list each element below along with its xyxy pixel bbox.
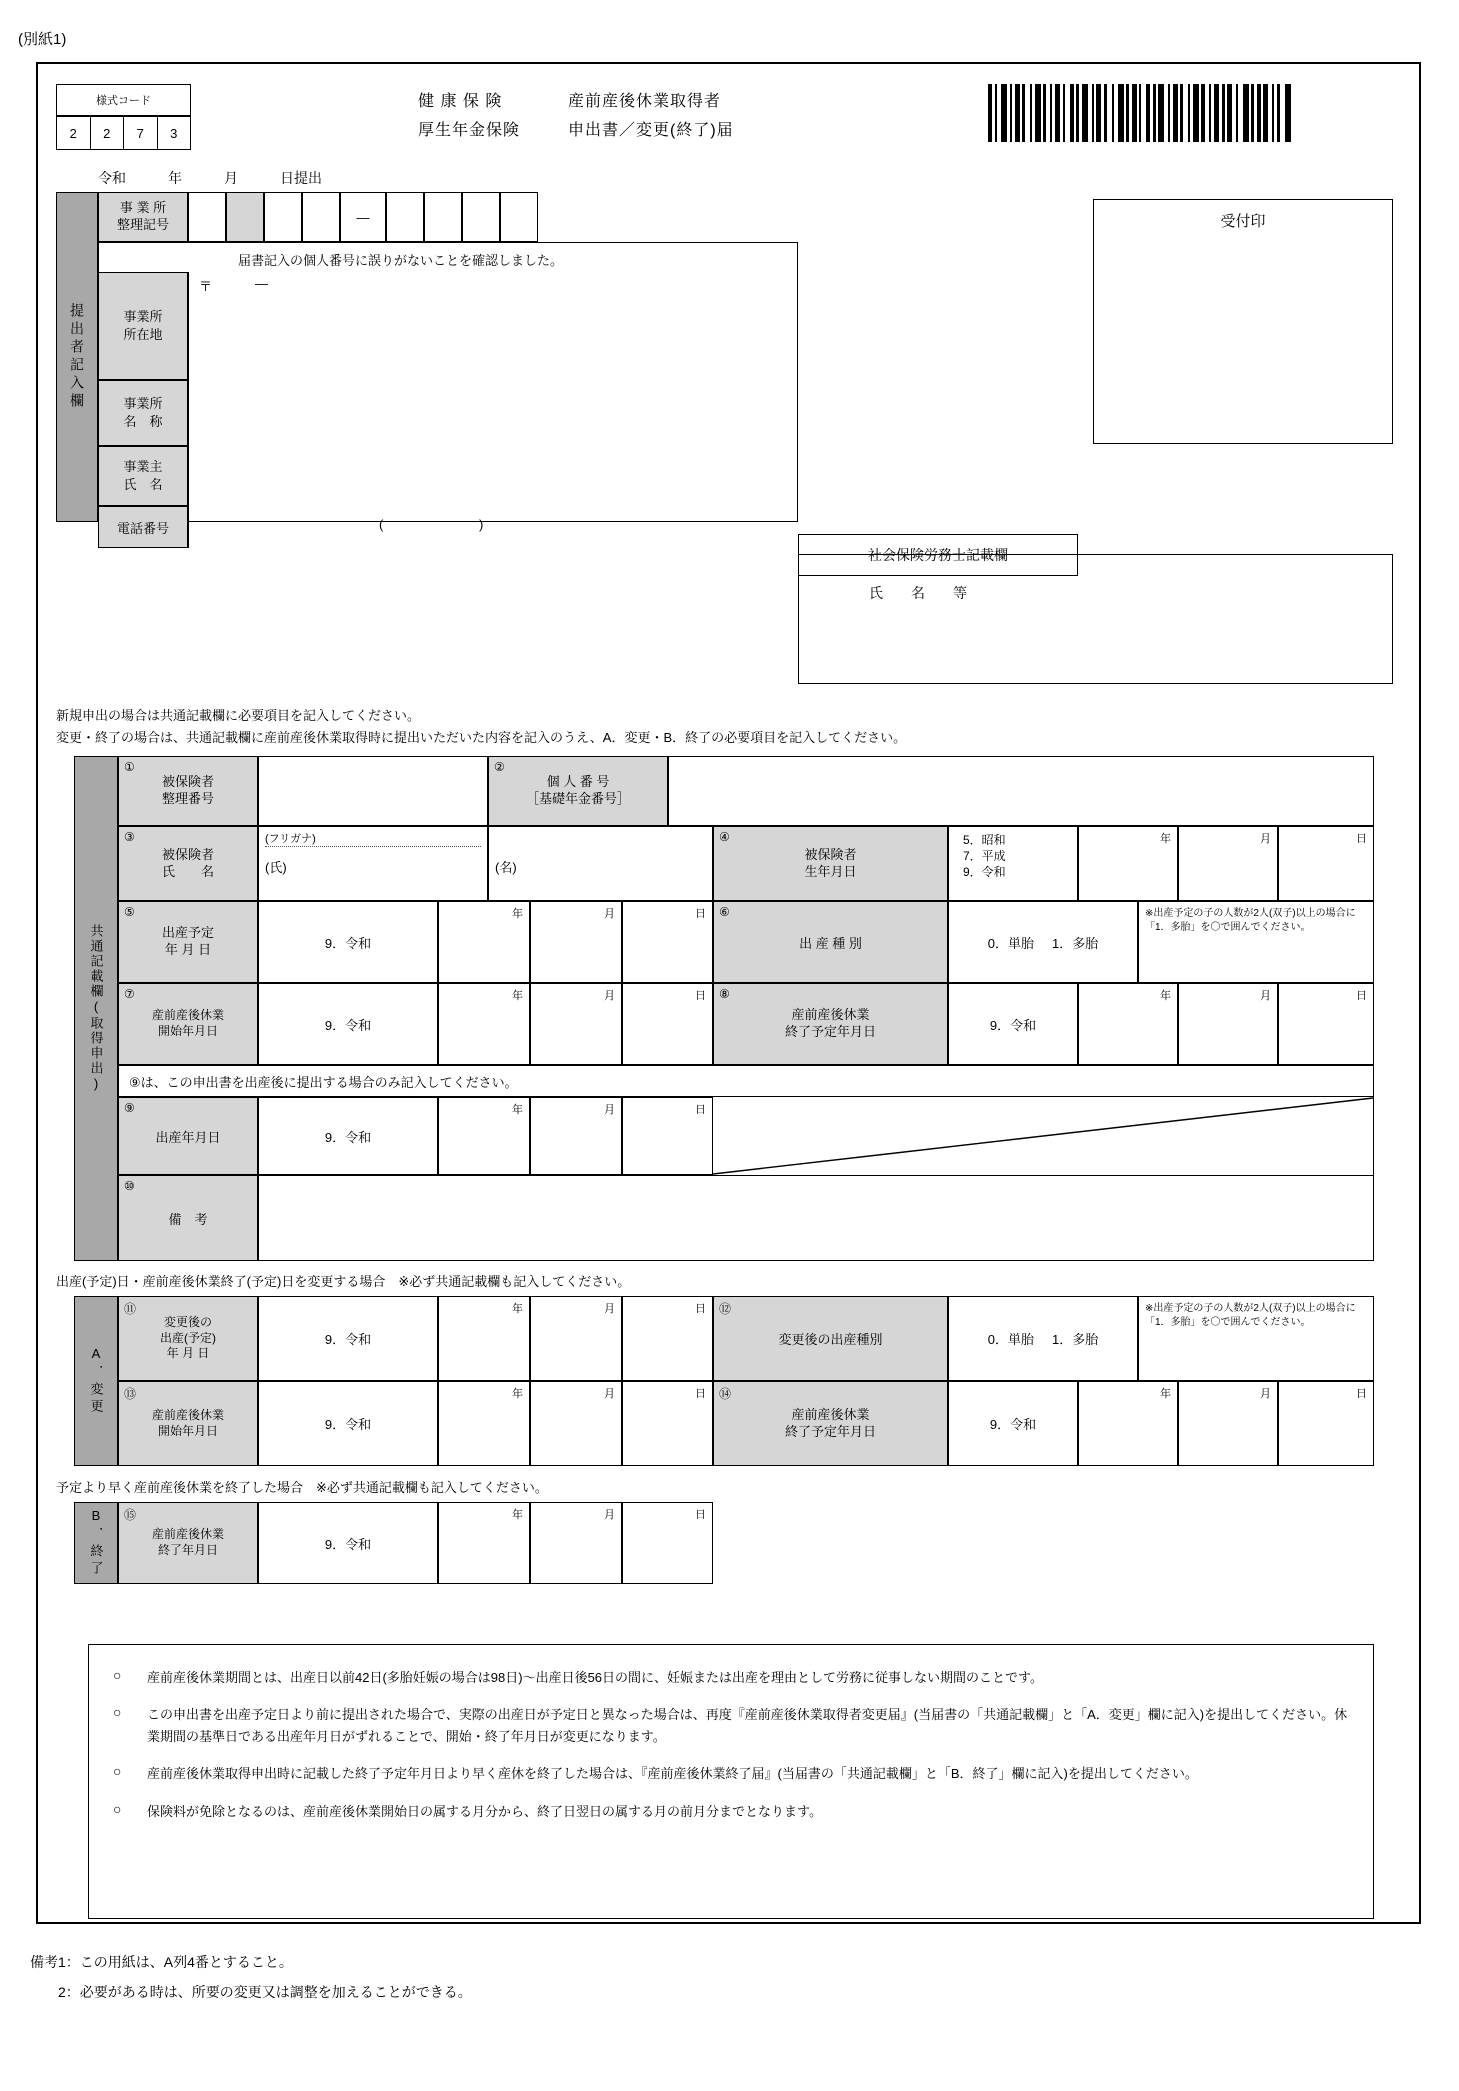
office-name-field[interactable]: [188, 380, 798, 446]
changed-due-day-cell[interactable]: [622, 1296, 713, 1381]
field-num-10: ⑩: [124, 1179, 135, 1193]
office-name-label-l2: 名 称: [123, 414, 163, 429]
submit-date-label: 令和 年 月 日提出: [98, 170, 322, 186]
insured-number-label-l2: 整理番号: [161, 791, 214, 806]
form-code-digit-4: 3: [158, 116, 192, 150]
due-date-label: [118, 901, 258, 983]
office-symbol-field-1[interactable]: [188, 192, 226, 242]
form-code-digit-1: 2: [56, 116, 91, 150]
birth-type-multiple[interactable]: 1．多胎: [1052, 935, 1099, 951]
due-date-month-cell[interactable]: [530, 901, 622, 983]
note9-row: [118, 1065, 1374, 1097]
tel-paren-open: (: [379, 517, 384, 532]
form-code-digit-3: 7: [124, 116, 158, 150]
tel-label-text: 電話番号: [116, 520, 169, 536]
a-leave-end-month-unit: 月: [1260, 1388, 1271, 1400]
form-code-title: [56, 84, 191, 116]
a-leave-start-label: [118, 1381, 258, 1466]
office-address-field[interactable]: [188, 272, 798, 380]
confirm-text: 届書記入の個人番号に誤りがないことを確認しました。: [238, 252, 564, 268]
note9-text: ⑨は、この申出書を出産後に提出する場合のみ記入してください。: [129, 1074, 518, 1090]
changed-due-date-label-l2: 出産(予定): [160, 1330, 216, 1345]
office-address-label: [98, 272, 188, 380]
office-symbol-label-l2: 整理記号: [116, 217, 169, 232]
footnote-1: 備考1：この用紙は、A列4番とすること。: [30, 1954, 293, 1970]
barcode: [988, 84, 1323, 142]
b-leave-end-label-l1: 産前産後休業: [151, 1527, 224, 1542]
personal-number-field[interactable]: [668, 756, 1374, 826]
birth-year-unit: 年: [1160, 833, 1171, 845]
b-leave-end-month-unit: 月: [604, 1509, 615, 1521]
changed-birth-type-note: ※出産予定の子の人数が2人(双子)以上の場合に「1．多胎」を〇で囲んでください。: [1145, 1303, 1356, 1328]
birth-era-showa[interactable]: 5．昭和: [963, 833, 1006, 847]
due-date-label-l2: 年 月 日: [164, 942, 212, 957]
instruction-line-1: 新規申出の場合は共通記載欄に必要項目を記入してください。: [56, 708, 421, 723]
receipt-stamp-label: 受付印: [1220, 212, 1266, 230]
office-address-label-l2: 所在地: [123, 327, 163, 342]
birth-date-era-cell[interactable]: 9．令和: [258, 1097, 438, 1175]
office-name-label-l1: 事業所: [123, 396, 163, 412]
birthdate-label-l1: 被保険者: [804, 846, 857, 862]
office-symbol-field-5[interactable]: [386, 192, 424, 242]
birth-date-label: [118, 1097, 258, 1175]
submitter-vertical-label: 提出者記入欄: [56, 192, 98, 522]
remarks-label: [118, 1175, 258, 1261]
attachment-label: (別紙1): [18, 31, 67, 48]
field-num-8: ⑧: [719, 987, 730, 1001]
title-line2-left: 厚生年金保険: [418, 122, 521, 139]
field-num-9: ⑨: [124, 1101, 135, 1115]
field-num-6: ⑥: [719, 905, 730, 919]
insured-number-label-l1: 被保険者: [161, 774, 214, 790]
form-code-digits: [56, 116, 191, 150]
birthdate-label: [713, 826, 948, 901]
a-leave-end-year-unit: 年: [1160, 1388, 1171, 1400]
tel-field[interactable]: [188, 506, 798, 548]
section-b-vertical-text: B．終了: [88, 1508, 104, 1578]
furigana-label: (フリガナ): [265, 830, 481, 847]
owner-name-label-l1: 事業主: [123, 459, 163, 475]
a-leave-end-era-cell[interactable]: 9．令和: [948, 1381, 1078, 1466]
leave-end-plan-era-cell[interactable]: 9．令和: [948, 983, 1078, 1065]
form-title: [418, 88, 838, 148]
office-symbol-field-4[interactable]: [302, 192, 340, 242]
note-text-3: 産前産後休業取得申出時に記載した終了予定年月日より早く産休を終了した場合は、『産前産後休業終了届』(当届書の「共通記載欄」と「B．終了」欄に記入)を提出してください。: [147, 1766, 1198, 1782]
a-leave-start-year-cell[interactable]: [438, 1381, 530, 1466]
birth-date-month-cell[interactable]: [530, 1097, 622, 1175]
leave-start-label: [118, 983, 258, 1065]
changed-birth-type-options-cell[interactable]: [948, 1296, 1138, 1381]
b-leave-end-label: [118, 1502, 258, 1584]
birthdate-day-cell[interactable]: [1278, 826, 1374, 901]
a-leave-start-day-cell[interactable]: [622, 1381, 713, 1466]
birth-type-single[interactable]: 0．単胎: [987, 935, 1034, 951]
a-leave-start-label-l1: 産前産後休業: [151, 1407, 224, 1422]
blank-diagonal-area: [713, 1097, 1374, 1175]
field-num-3: ③: [124, 830, 135, 844]
due-date-era-cell[interactable]: 9．令和: [258, 901, 438, 983]
birth-type-note-cell: [1138, 901, 1374, 983]
leave-end-plan-label-l1: 産前産後休業: [791, 1007, 870, 1023]
a-leave-start-month-unit: 月: [604, 1388, 615, 1400]
office-symbol-field-6[interactable]: [424, 192, 462, 242]
due-year-unit: 年: [512, 908, 523, 920]
insured-name-label-l2: 氏 名: [161, 863, 214, 879]
birth-type-label-text: 出 産 種 別: [799, 935, 862, 951]
leave-start-era-cell[interactable]: 9．令和: [258, 983, 438, 1065]
birth-date-year-cell[interactable]: [438, 1097, 530, 1175]
office-symbol-label-l1: 事 業 所: [119, 200, 167, 216]
title-line2-right: 申出書／変更(終了)届: [568, 122, 734, 139]
b-leave-end-day-cell[interactable]: [622, 1502, 713, 1584]
a-leave-end-label-l2: 終了予定年月日: [784, 1423, 876, 1439]
field-num-13: ⑬: [124, 1387, 137, 1401]
leave-end-plan-year-cell[interactable]: [1078, 983, 1178, 1065]
form-outer-frame: [36, 62, 1421, 1924]
field-num-7: ⑦: [124, 987, 135, 1001]
leave-start-label-l1: 産前産後休業: [151, 1008, 224, 1023]
birth-era-reiwa[interactable]: 9．令和: [963, 865, 1006, 880]
leave-end-plan-day-cell[interactable]: [1278, 983, 1374, 1065]
birth-type-note: ※出産予定の子の人数が2人(双子)以上の場合に「1．多胎」を〇で囲んでください。: [1145, 908, 1356, 933]
changed-birth-type-note-cell: [1138, 1296, 1374, 1381]
leave-start-day-cell[interactable]: [622, 983, 713, 1065]
changed-due-date-label: [118, 1296, 258, 1381]
leave-end-plan-month-cell[interactable]: [1178, 983, 1278, 1065]
birthdate-era-cell[interactable]: [948, 826, 1078, 901]
due-date-label-l1: 出産予定: [161, 925, 214, 941]
field-num-12: ⑫: [719, 1302, 732, 1316]
b-leave-end-era-cell[interactable]: 9．令和: [258, 1502, 438, 1584]
notes-box: [88, 1644, 1374, 1919]
due-day-unit: 日: [695, 908, 706, 920]
leave-end-plan-label: [713, 983, 948, 1065]
insured-name-label: [118, 826, 258, 901]
office-symbol-field-7[interactable]: [462, 192, 500, 242]
mei-label: (名): [495, 860, 517, 875]
birth-date-day-cell[interactable]: [622, 1097, 713, 1175]
field-num-11: ⑪: [124, 1302, 137, 1316]
field-num-1: ①: [124, 760, 135, 774]
leave-end-plan-day-unit: 日: [1356, 990, 1367, 1002]
title-line1-left: 健 康 保 険: [418, 93, 503, 110]
leave-end-plan-label-l2: 終了予定年月日: [784, 1024, 876, 1039]
common-vertical-label: [74, 756, 118, 1261]
changed-due-month-cell[interactable]: [530, 1296, 622, 1381]
tel-paren-close: ): [479, 517, 484, 532]
footnote-2: 2：必要がある時は、所要の変更又は調整を加えることができる。: [30, 1984, 472, 2000]
personal-number-label-l1: 個 人 番 号: [546, 774, 610, 790]
changed-due-month-unit: 月: [604, 1303, 615, 1315]
leave-start-day-unit: 日: [695, 990, 706, 1002]
b-leave-end-month-cell[interactable]: [530, 1502, 622, 1584]
birth-date-year-unit: 年: [512, 1104, 523, 1116]
field-num-14: ⑭: [719, 1387, 732, 1401]
section-b-vertical-label: [74, 1502, 118, 1584]
postal-mark: 〒: [199, 279, 213, 294]
note-bullet-icon-4: ○: [113, 1800, 122, 1817]
a-leave-start-day-unit: 日: [695, 1388, 706, 1400]
changed-due-year-unit: 年: [512, 1303, 523, 1315]
common-vertical-label-text: 共通記載欄(取得申出): [88, 924, 104, 1093]
sharoushi-box: [798, 554, 1393, 684]
remarks-field[interactable]: [258, 1175, 1374, 1261]
a-leave-start-year-unit: 年: [512, 1388, 523, 1400]
postal-dash: —: [255, 276, 268, 291]
birth-type-label: [713, 901, 948, 983]
birth-date-day-unit: 日: [695, 1104, 706, 1116]
note-bullet-icon-3: ○: [113, 1763, 122, 1780]
note-bullet-icon-2: ○: [113, 1704, 122, 1721]
leave-end-plan-month-unit: 月: [1260, 990, 1271, 1002]
field-num-15: ⑮: [124, 1508, 137, 1522]
birth-date-label-text: 出産年月日: [155, 1129, 221, 1145]
birthdate-label-l2: 生年月日: [804, 863, 857, 879]
changed-due-year-cell[interactable]: [438, 1296, 530, 1381]
note-text-1: 産前産後休業期間とは、出産日以前42日(多胎妊娠の場合は98日)～出産日後56日の間に、妊娠または出産を理由として労務に従事しない期間のことです。: [147, 1670, 1043, 1685]
office-name-label: [98, 380, 188, 446]
insured-number-label: [118, 756, 258, 826]
birth-month-unit: 月: [1260, 833, 1271, 845]
insured-name-sei-cell[interactable]: [258, 826, 488, 901]
form-code-digit-2: 2: [91, 116, 125, 150]
changed-birth-type-single[interactable]: 0．単胎: [987, 1332, 1034, 1347]
birth-day-unit: 日: [1356, 833, 1367, 845]
due-date-day-cell[interactable]: [622, 901, 713, 983]
a-leave-end-day-cell[interactable]: [1278, 1381, 1374, 1466]
title-line1-right: 産前産後休業取得者: [568, 93, 722, 110]
a-leave-end-year-cell[interactable]: [1078, 1381, 1178, 1466]
changed-birth-type-multiple[interactable]: 1．多胎: [1052, 1332, 1099, 1347]
office-symbol-label: [98, 192, 188, 242]
leave-start-year-cell[interactable]: [438, 983, 530, 1065]
b-leave-end-year-cell[interactable]: [438, 1502, 530, 1584]
birth-date-month-unit: 月: [604, 1104, 615, 1116]
changed-due-date-label-l3: 年 月 日: [166, 1346, 210, 1361]
field-num-5: ⑤: [124, 905, 135, 919]
leave-start-month-unit: 月: [604, 990, 615, 1002]
insured-name-label-l1: 被保険者: [161, 846, 214, 862]
changed-due-era-cell[interactable]: 9．令和: [258, 1296, 438, 1381]
birthdate-year-cell[interactable]: [1078, 826, 1178, 901]
note-text-4: 保険料が免除となるのは、産前産後休業開始日の属する月分から、終了日翌日の属する月の前月分までとなります。: [147, 1803, 822, 1819]
field-num-2: ②: [494, 760, 505, 774]
a-leave-start-era-cell[interactable]: 9．令和: [258, 1381, 438, 1466]
insured-name-mei-cell[interactable]: [488, 826, 713, 901]
leave-start-month-cell[interactable]: [530, 983, 622, 1065]
a-leave-end-month-cell[interactable]: [1178, 1381, 1278, 1466]
diagonal-line-icon: [713, 1097, 1374, 1175]
a-leave-start-month-cell[interactable]: [530, 1381, 622, 1466]
a-leave-end-day-unit: 日: [1356, 1388, 1367, 1400]
changed-due-date-label-l1: 変更後の: [163, 1315, 212, 1330]
b-leave-end-year-unit: 年: [512, 1509, 523, 1521]
personal-number-label-l2: ［基礎年金番号］: [525, 791, 630, 806]
leave-end-plan-year-unit: 年: [1160, 990, 1171, 1002]
office-symbol-field-3[interactable]: [264, 192, 302, 242]
office-symbol-field-2[interactable]: [226, 192, 264, 242]
note-text-2: この申出書を出産予定日より前に提出された場合で、実際の出産日が予定日と異なった場合は、再度『産前産後休業取得者変更届』(当届書の「共通記載欄」と「A．変更」欄に記入)を提出してください。休業期間の基準日である出産年月日がずれることで、開始・終了年月日が変更になります。: [147, 1707, 1348, 1744]
field-num-4: ④: [719, 830, 730, 844]
a-leave-end-label-l1: 産前産後休業: [791, 1406, 870, 1422]
sharoushi-name-label: 氏 名 等: [869, 585, 967, 601]
instruction-line-2: 変更・終了の場合は、共通記載欄に産前産後休業取得時に提出いただいた内容を記入のうえ、A．変更・B．終了の必要項目を記入してください。: [56, 730, 907, 745]
receipt-stamp-box: [1093, 199, 1393, 444]
office-symbol-dash: —: [340, 192, 386, 242]
owner-name-field[interactable]: [188, 446, 798, 506]
section-a-vertical-label: [74, 1296, 118, 1466]
a-leave-start-label-l2: 開始年月日: [157, 1423, 218, 1438]
insured-number-field[interactable]: [258, 756, 488, 826]
note-bullet-icon-1: ○: [113, 1667, 122, 1683]
leave-start-label-l2: 開始年月日: [157, 1024, 218, 1038]
remarks-label-text: 備 考: [168, 1211, 208, 1227]
due-month-unit: 月: [604, 908, 615, 920]
b-leave-end-day-unit: 日: [695, 1509, 706, 1521]
office-address-label-l1: 事業所: [123, 309, 163, 325]
birth-type-options-cell[interactable]: [948, 901, 1138, 983]
sei-label: (氏): [265, 860, 287, 875]
sharoushi-title: 社会保険労務士記載欄: [868, 547, 1008, 563]
section-a-lead: 出産(予定)日・産前産後休業終了(予定)日を変更する場合 ※必ず共通記載欄も記入してください。: [56, 1274, 631, 1289]
owner-name-label: [98, 446, 188, 506]
personal-number-label: [488, 756, 668, 826]
changed-birth-type-label-text: 変更後の出産種別: [778, 1332, 883, 1347]
birthdate-month-cell[interactable]: [1178, 826, 1278, 901]
a-leave-end-label: [713, 1381, 948, 1466]
form-code-title-text: 様式コード: [96, 95, 151, 107]
section-b-lead: 予定より早く産前産後休業を終了した場合 ※必ず共通記載欄も記入してください。: [56, 1480, 548, 1495]
tel-label: [98, 506, 188, 548]
due-date-year-cell[interactable]: [438, 901, 530, 983]
office-symbol-field-8[interactable]: [500, 192, 538, 242]
section-a-vertical-text: A．変更: [88, 1346, 104, 1416]
owner-name-label-l2: 氏 名: [123, 477, 163, 492]
changed-due-day-unit: 日: [695, 1303, 706, 1315]
leave-start-year-unit: 年: [512, 990, 523, 1002]
b-leave-end-label-l2: 終了年月日: [157, 1543, 218, 1557]
changed-birth-type-label: [713, 1296, 948, 1381]
birth-era-heisei[interactable]: 7．平成: [963, 849, 1006, 864]
